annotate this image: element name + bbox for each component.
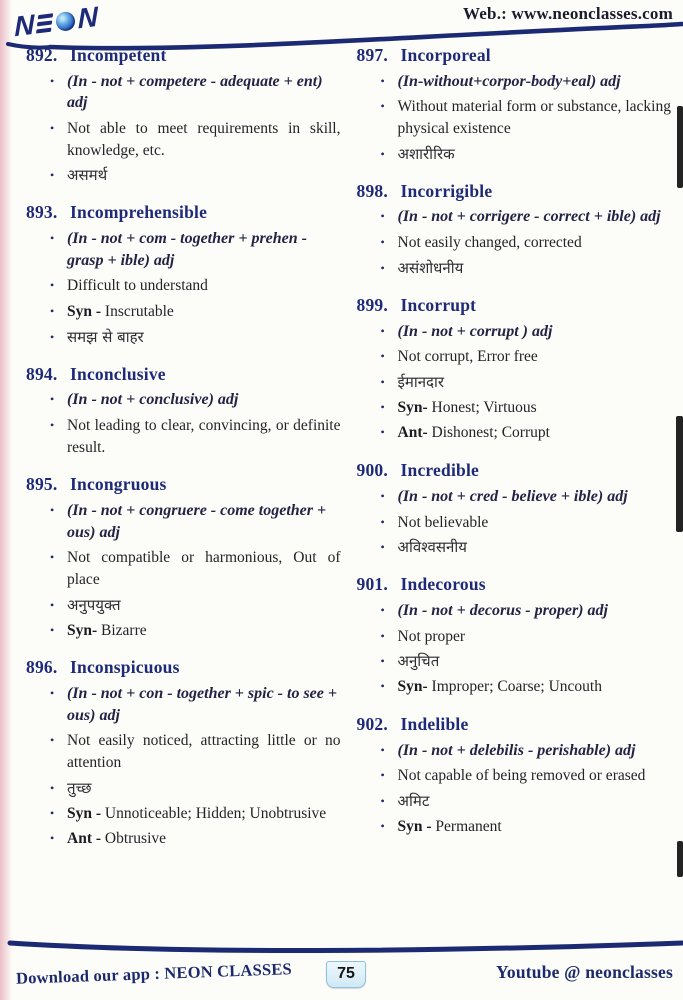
entry-word: Indecorous (400, 574, 486, 595)
syn-ant-label: Syn - (67, 804, 105, 822)
scan-artifact (676, 416, 683, 532)
page-header (0, 0, 683, 46)
entry-line-def: • Not proper (381, 626, 672, 648)
entry-number: 902. (356, 713, 388, 734)
entry-line-etym: • (In - not + corrupt ) adj (381, 321, 672, 343)
syn-ant-label: Ant- (397, 424, 432, 442)
globe-icon (55, 10, 76, 31)
vocab-entry (26, 473, 341, 641)
entry-lines (50, 500, 341, 641)
entry-line-def: • Not leading to clear, convincing, or definite result. (50, 415, 341, 458)
bullet-icon: • (380, 146, 385, 161)
entry-line-hindi: • असमर्थ (50, 166, 108, 185)
entry-line-syn: • Syn - Unnoticeable; Hidden; Unobtrusive (50, 803, 341, 825)
bullet-icon: • (380, 260, 385, 275)
app-download-text: Download our app : NEON CLASSES (15, 959, 293, 988)
bullet-icon: • (380, 374, 385, 389)
entry-heading (26, 201, 341, 224)
entry-word: Incredible (400, 460, 479, 481)
entry-word: Incomprehensible (70, 202, 208, 223)
vocab-entry (26, 656, 341, 850)
bullet-icon: • (380, 488, 385, 503)
entry-number: 901. (356, 574, 388, 595)
vocab-entry (357, 294, 672, 444)
entry-number: 896. (26, 657, 58, 678)
youtube-handle-text: Youtube @ neonclasses (495, 962, 673, 982)
bullet-icon: • (50, 780, 55, 795)
entry-number: 892. (26, 45, 58, 65)
bullet-icon: • (50, 597, 55, 612)
entry-word: Incompetent (70, 45, 167, 65)
entry-line-hindi: • ईमानदार (380, 372, 445, 391)
right-column (357, 44, 672, 938)
entry-word: Inconclusive (70, 363, 166, 384)
bullet-icon: • (50, 278, 55, 293)
bullet-icon: • (50, 231, 55, 246)
entry-line-def: • Not corrupt, Error free (381, 346, 672, 368)
syn-ant-label: Syn - (397, 817, 436, 835)
bullet-icon: • (380, 768, 385, 783)
entry-line-syn: • Syn - Permanent (381, 816, 672, 838)
neon-logo (13, 0, 100, 43)
page-footer (0, 958, 683, 992)
logo-letter-n2: N (77, 0, 99, 35)
entry-line-hindi: • तुच्छ (50, 778, 92, 797)
bullet-icon: • (380, 679, 385, 694)
entry-lines (50, 683, 341, 850)
entry-line-hindi: • अशारीरिक (380, 144, 455, 163)
bullet-icon: • (380, 99, 385, 114)
vocab-entry (357, 573, 672, 698)
scan-artifact (677, 841, 683, 877)
bullet-icon: • (380, 425, 385, 440)
entry-number: 898. (356, 180, 388, 201)
bullet-icon: • (380, 793, 385, 808)
syn-ant-label: Syn- (397, 398, 432, 416)
entry-heading (26, 363, 341, 386)
entry-heading (357, 180, 672, 203)
entry-number: 894. (26, 363, 58, 384)
bullet-icon: • (50, 120, 55, 135)
entry-lines (50, 389, 341, 458)
bullet-icon: • (380, 209, 385, 224)
bullet-icon: • (50, 303, 55, 318)
website-url-text: Web.: www.neonclasses.com (463, 4, 673, 23)
entry-heading (357, 573, 672, 596)
entry-heading (26, 656, 341, 679)
entries-area (26, 44, 671, 938)
entry-line-etym: • (In - not + conclusive) adj (50, 389, 341, 411)
entry-line-etym: • (In - not + decorus - proper) adj (381, 600, 672, 622)
entry-line-syn: • Syn- Honest; Virtuous (381, 397, 672, 419)
syn-ant-label: Ant - (67, 830, 105, 848)
entry-line-def: • Not able to meet requirements in skill, knowledge, etc. (50, 118, 341, 161)
entry-line-hindi: • अविश्वसनीय (380, 538, 467, 557)
entry-line-hindi: • अनुपयुक्त (50, 595, 121, 614)
entry-word: Incorporeal (400, 45, 491, 65)
entry-line-ant: • Ant - Obtrusive (50, 828, 341, 850)
bullet-icon: • (50, 329, 55, 344)
bullet-icon: • (50, 503, 55, 518)
entry-heading (357, 713, 672, 736)
entry-heading (26, 44, 341, 67)
entry-line-def: • Not easily noticed, attracting little or no attention (50, 730, 341, 773)
bullet-icon: • (50, 686, 55, 701)
bullet-icon: • (50, 805, 55, 820)
bullet-icon: • (380, 602, 385, 617)
entry-line-def: • Not believable (381, 512, 672, 534)
entry-line-def: • Difficult to understand (50, 275, 341, 297)
entry-number: 899. (356, 294, 388, 315)
bullet-icon: • (50, 622, 55, 637)
bullet-icon: • (380, 818, 385, 833)
bullet-icon: • (380, 514, 385, 529)
bullet-icon: • (380, 349, 385, 364)
left-column (26, 44, 341, 938)
entry-lines (50, 228, 341, 348)
entry-line-syn: • Syn - Inscrutable (50, 301, 341, 323)
entry-line-ant: • Ant- Dishonest; Corrupt (381, 422, 672, 444)
entry-lines (381, 486, 672, 558)
scan-edge-strip (0, 0, 12, 1000)
entry-number: 897. (356, 45, 388, 65)
entry-lines (381, 71, 672, 165)
entry-line-hindi: • असंशोधनीय (380, 258, 464, 277)
entry-line-etym: • (In - not + competere - adequate + ent) adj (50, 71, 341, 114)
scan-artifact (677, 106, 683, 188)
entry-line-etym: • (In-without+corpor-body+eal) adj (381, 71, 672, 93)
syn-ant-label: Syn- (397, 678, 432, 696)
entry-line-def: • Not capable of being removed or erased (381, 765, 672, 787)
bullet-icon: • (380, 628, 385, 643)
entry-word: Incongruous (70, 474, 167, 495)
vocab-entry (26, 363, 341, 459)
entry-word: Incorrupt (400, 294, 477, 315)
bullet-icon: • (380, 73, 385, 88)
entry-number: 895. (26, 474, 58, 495)
entry-lines (381, 206, 672, 278)
entry-line-hindi: • अनुचित (380, 652, 440, 671)
entry-line-syn: • Syn- Improper; Coarse; Uncouth (381, 676, 672, 698)
bullet-icon: • (380, 540, 385, 555)
entry-heading (26, 473, 341, 496)
entry-line-etym: • (In - not + congruere - come together + ous) adj (50, 500, 341, 543)
vocab-entry (26, 44, 341, 186)
entry-line-etym: • (In - not + delebilis - perishable) adj (381, 740, 672, 762)
bullet-icon: • (50, 550, 55, 565)
bullet-icon: • (380, 654, 385, 669)
bullet-icon: • (50, 168, 55, 183)
entry-line-hindi: • अमिट (380, 791, 430, 810)
entry-word: Inconspicuous (70, 657, 180, 678)
bullet-icon: • (50, 733, 55, 748)
bullet-icon: • (50, 73, 55, 88)
entry-line-def: • Not easily changed, corrected (381, 232, 672, 254)
entry-number: 893. (26, 202, 58, 223)
entry-number: 900. (356, 460, 388, 481)
entry-word: Incorrigible (400, 180, 493, 201)
entry-line-syn: • Syn- Bizarre (50, 620, 341, 642)
vocab-entry (357, 459, 672, 558)
entry-lines (50, 71, 341, 187)
vocab-entry (357, 713, 672, 838)
entry-lines (381, 321, 672, 445)
entry-line-etym: • (In - not + con - together + spic - to see + ous) adj (50, 683, 341, 726)
entry-word: Indelible (400, 713, 469, 734)
logo-letter-n1: N (14, 8, 35, 43)
vocab-entry (357, 180, 672, 279)
logo-letter-e-bars (36, 13, 53, 33)
bullet-icon: • (50, 392, 55, 407)
bullet-icon: • (50, 417, 55, 432)
entry-line-def: • Without material form or substance, lacking physical existence (381, 96, 672, 139)
entry-line-hindi: • समझ से बाहर (50, 327, 144, 346)
vocab-entry (357, 44, 672, 165)
entry-lines (381, 600, 672, 698)
entry-line-def: • Not compatible or harmonious, Out of place (50, 547, 341, 590)
syn-ant-label: Syn - (67, 302, 105, 320)
entry-line-etym: • (In - not + corrigere - correct + ible) adj (381, 206, 672, 228)
entry-heading (357, 459, 672, 482)
syn-ant-label: Syn- (67, 621, 102, 639)
bullet-icon: • (380, 399, 385, 414)
bullet-icon: • (50, 831, 55, 846)
entry-lines (381, 740, 672, 838)
bullet-icon: • (380, 742, 385, 757)
page-number-badge: 75 (326, 961, 366, 988)
entry-line-etym: • (In - not + com - together + prehen - grasp + ible) adj (50, 228, 341, 271)
entry-heading (357, 44, 672, 67)
vocab-entry (26, 201, 341, 347)
bullet-icon: • (380, 323, 385, 338)
entry-line-etym: • (In - not + cred - believe + ible) adj (381, 486, 672, 508)
entry-heading (357, 294, 672, 317)
bullet-icon: • (380, 235, 385, 250)
